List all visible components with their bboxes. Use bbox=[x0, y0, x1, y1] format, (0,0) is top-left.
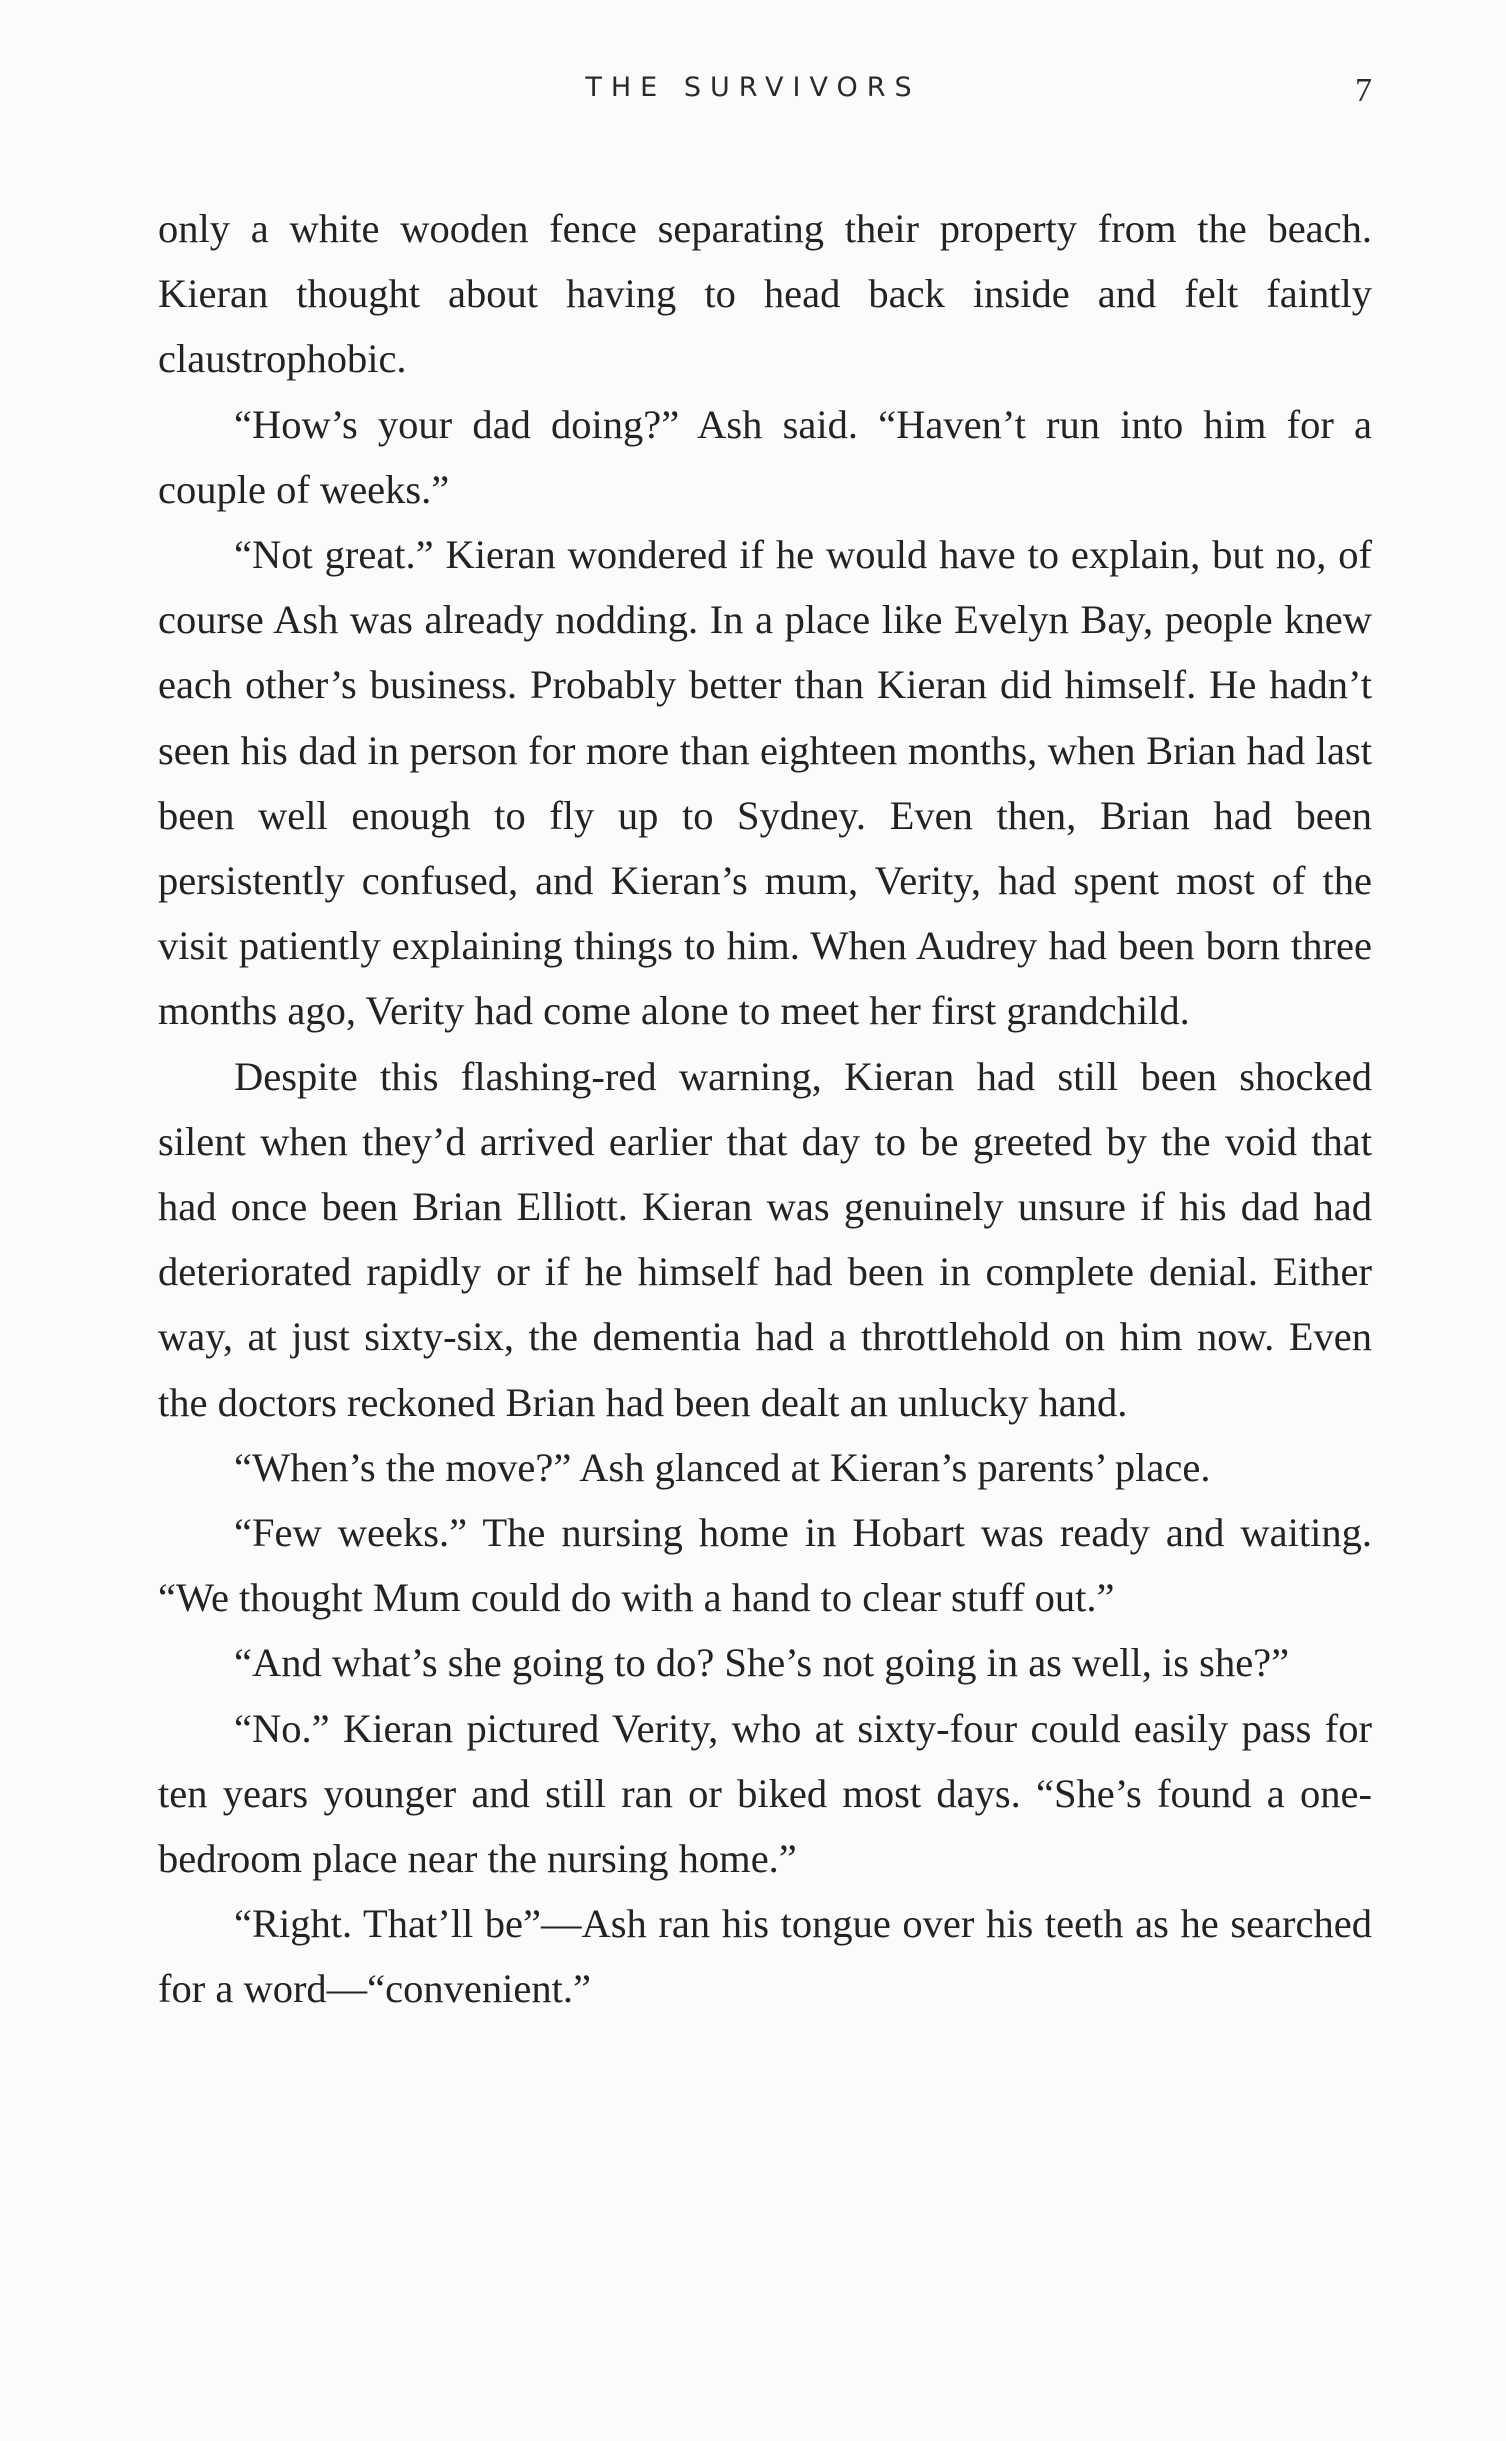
running-head-title: THE SURVIVORS bbox=[585, 72, 921, 103]
paragraph: “Right. That’ll be”—Ash ran his tongue over his teeth as he searched for a word—“convenient.” bbox=[158, 1901, 1372, 2012]
paragraph: “Few weeks.” The nursing home in Hobart was ready and waiting. “We thought Mum could do with a hand to clear stuff out.” bbox=[158, 1510, 1372, 1621]
page-number: 7 bbox=[1355, 72, 1372, 109]
running-head bbox=[0, 72, 1506, 122]
paragraph: “How’s your dad doing?” Ash said. “Haven’t run into him for a couple of weeks.” bbox=[158, 401, 1372, 512]
paragraph: “When’s the move?” Ash glanced at Kieran’s parents’ place. bbox=[234, 1444, 1211, 1490]
paragraph: “And what’s she going to do? She’s not going in as well, is she?” bbox=[234, 1640, 1290, 1686]
body-text bbox=[158, 196, 1372, 2022]
paragraph: Despite this flashing-red warning, Kieran had still been shocked silent when they’d arrived earlier that day to be greeted by the void that had once been Brian Elliott. Kieran was genuinely unsure if his dad had deteriorated rapidly or if he himself had been in complete denial. Either way, at just sixty-six, the dementia had a throttlehold on him now. Even the doctors reckoned Brian had been dealt an unlucky hand. bbox=[158, 1053, 1372, 1425]
paragraph: “No.” Kieran pictured Verity, who at sixty-four could easily pass for ten years younger and still ran or biked most days. “She’s found a one-bedroom place near the nursing home.” bbox=[158, 1705, 1372, 1882]
paragraph: only a white wooden fence separating their property from the beach. Kieran thought about having to head back inside and felt faintly claustrophobic. bbox=[158, 206, 1372, 382]
paragraph: “Not great.” Kieran wondered if he would have to explain, but no, of course Ash was already nodding. In a place like Evelyn Bay, people knew each other’s business. Probably better than Kieran did himself. He hadn’t seen his dad in person for more than eighteen months, when Brian had last been well enough to fly up to Sydney. Even then, Brian had been persistently confused, and Kieran’s mum, Verity, had spent most of the visit patiently explaining things to him. When Audrey had been born three months ago, Verity had come alone to meet her first grandchild. bbox=[158, 532, 1372, 1034]
